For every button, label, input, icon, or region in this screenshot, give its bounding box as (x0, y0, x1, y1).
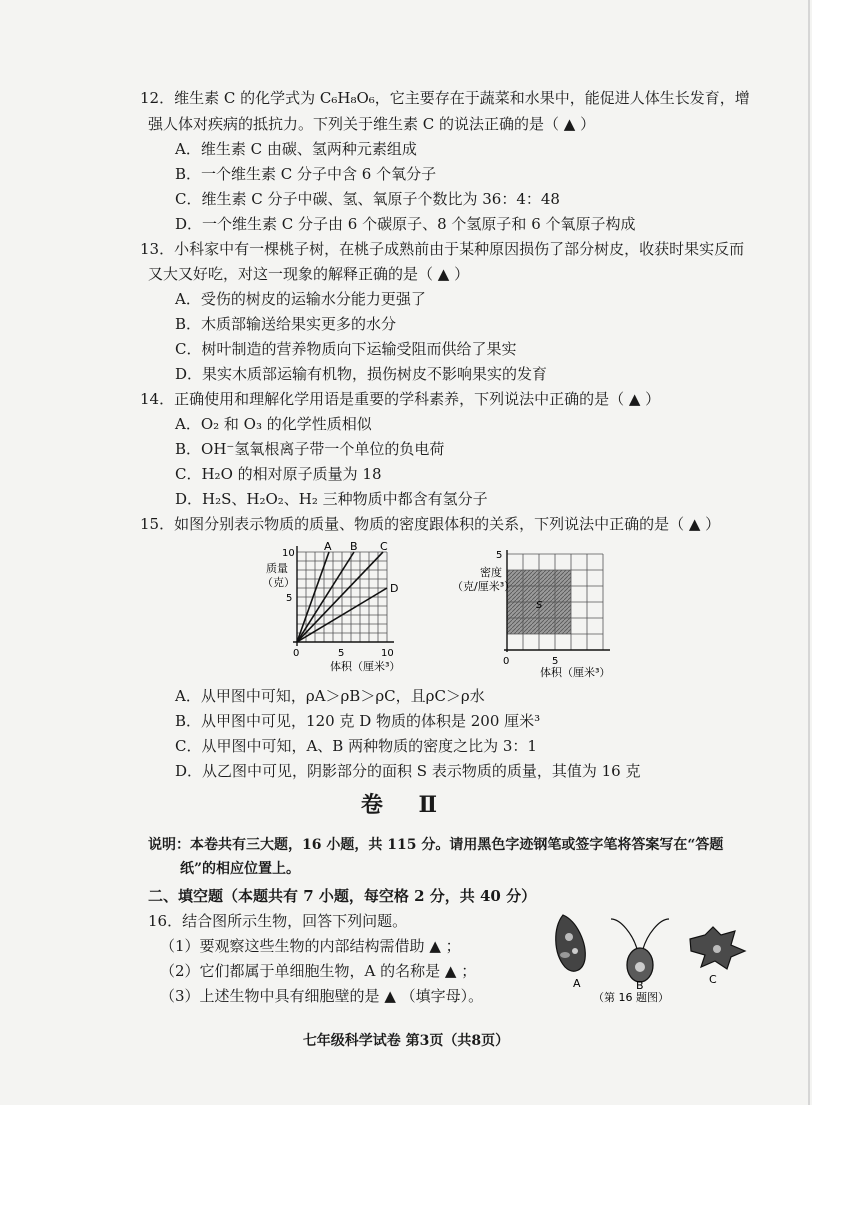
q14-option-b: B．OH⁻氢氧根离子带一个单位的负电荷 (175, 440, 445, 458)
q15-option-b: B．从甲图中可见，120 克 D 物质的体积是 200 厘米³ (175, 712, 541, 730)
q14-option-a: A．O₂ 和 O₃ 的化学性质相似 (175, 415, 372, 433)
y-tick-5: 5 (496, 550, 503, 561)
q13-option-a: A．受伤的树皮的运输水分能力更强了 (175, 290, 426, 308)
paramecium-icon (556, 915, 586, 971)
x-axis-label: 体积（厘米³） (330, 660, 401, 673)
section-2-heading: 二、填空题（本题共有 7 小题，每空格 2 分，共 40 分） (148, 887, 537, 905)
x-tick-0: 0 (293, 648, 300, 659)
y-axis-label-1: 密度 (480, 566, 502, 579)
q12-option-b: B．一个维生素 C 分子中含 6 个氧分子 (175, 165, 437, 183)
mass-volume-graph (250, 538, 440, 673)
q13-option-b: B．木质部输送给果实更多的水分 (175, 315, 397, 333)
density-volume-graph (440, 548, 620, 678)
q15-option-a: A．从甲图中可知，ρA＞ρB＞ρC，且ρC＞ρ水 (175, 687, 485, 705)
organism-b-label: B (636, 979, 644, 992)
q15-option-d: D．从乙图中可见，阴影部分的面积 S 表示物质的质量，其值为 16 克 (175, 762, 641, 780)
section-2-title: 卷 Ⅱ (360, 792, 452, 818)
y-tick-10: 10 (282, 548, 295, 559)
x-axis-label: 体积（厘米³） (540, 666, 611, 678)
y-axis-label-2: （克/厘米³） (452, 580, 516, 593)
x-tick-5: 5 (338, 648, 345, 659)
line-d-label: D (390, 582, 399, 595)
q12-option-c: C．维生素 C 分子中碳、氢、氧原子个数比为 36：4：48 (175, 190, 560, 208)
page-edge (808, 0, 810, 1105)
q12-stem-2: 强人体对疾病的抵抗力。下列关于维生素 C 的说法正确的是（ ▲ ） (148, 115, 596, 133)
q13-stem-2: 又大又好吃，对这一现象的解释正确的是（ ▲ ） (148, 265, 470, 283)
y-axis-label-1: 质量 (266, 562, 288, 575)
q14-option-d: D．H₂S、H₂O₂、H₂ 三种物质中都含有氢分子 (175, 490, 488, 508)
x-tick-0: 0 (503, 656, 510, 667)
organisms-figure (545, 905, 760, 1005)
amoeba-icon (690, 927, 745, 969)
y-tick-5: 5 (286, 593, 293, 604)
figure-caption: （第 16 题图） (593, 991, 669, 1004)
organism-a-label: A (573, 977, 581, 990)
line-a-label: A (324, 540, 332, 553)
line-b-label: B (350, 540, 358, 553)
q16-stem: 16．结合图所示生物，回答下列问题。 (148, 912, 408, 930)
q15-stem: 15．如图分别表示物质的质量、物质的密度跟体积的关系，下列说法中正确的是（ ▲ ） (140, 515, 721, 533)
q16-part-3: （3）上述生物中具有细胞壁的是 ▲ （填字母）。 (160, 987, 484, 1005)
q14-option-c: C．H₂O 的相对原子质量为 18 (175, 465, 382, 483)
q14-stem: 14．正确使用和理解化学用语是重要的学科素养，下列说法中正确的是（ ▲ ） (140, 390, 661, 408)
section-2-note-1: 说明：本卷共有三大题，16 小题，共 115 分。请用黑色字迹钢笔或签字笔将答案写在“答题 (148, 837, 724, 853)
q15-option-c: C．从甲图中可知，A、B 两种物质的密度之比为 3：1 (175, 737, 537, 755)
q13-option-d: D．果实木质部运输有机物，损伤树皮不影响果实的发育 (175, 365, 548, 383)
q12-option-a: A．维生素 C 由碳、氢两种元素组成 (175, 140, 417, 158)
q13-stem-1: 13．小科家中有一棵桃子树，在桃子成熟前由于某种原因损伤了部分树皮，收获时果实反而 (140, 240, 745, 258)
q12-option-d: D．一个维生素 C 分子由 6 个碳原子、8 个氢原子和 6 个氧原子构成 (175, 215, 636, 233)
organism-c-label: C (709, 973, 717, 986)
y-axis-label-2: （克） (262, 576, 295, 589)
area-label: S (536, 600, 543, 611)
q13-option-c: C．树叶制造的营养物质向下运输受阻而供给了果实 (175, 340, 517, 358)
q16-part-2: （2）它们都属于单细胞生物，A 的名称是 ▲ ； (160, 962, 477, 980)
line-c-label: C (380, 540, 388, 553)
q16-part-1: （1）要观察这些生物的内部结构需借助 ▲ ； (160, 937, 461, 955)
q12-stem-1: 12．维生素 C 的化学式为 C₆H₈O₆，它主要存在于蔬菜和水果中，能促进人体生长发育，增 (140, 89, 750, 107)
x-tick-10: 10 (381, 648, 394, 659)
x-tick-5: 5 (552, 656, 559, 667)
page-footer: 七年级科学试卷 第3页（共8页） (302, 1033, 510, 1049)
section-2-note-2: 纸”的相应位置上。 (180, 861, 301, 877)
chlamydomonas-icon (611, 919, 669, 982)
